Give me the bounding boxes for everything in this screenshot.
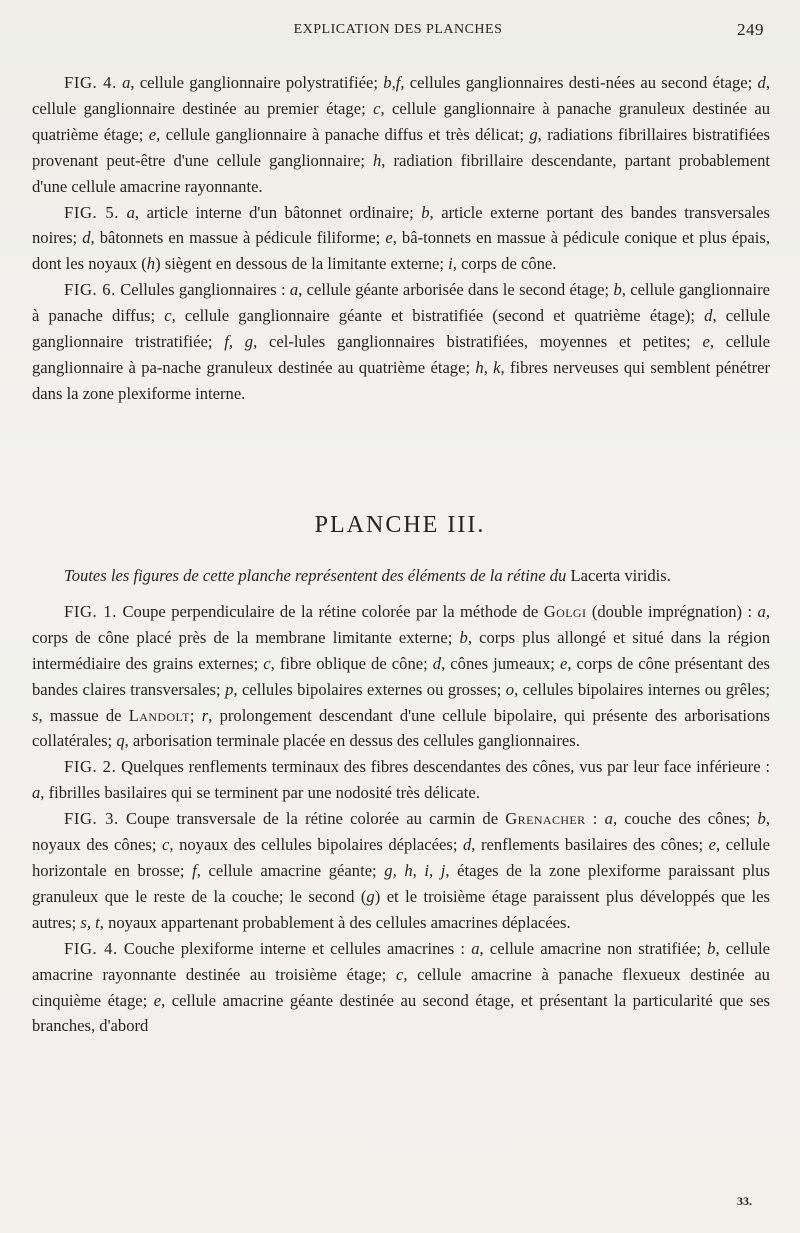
fig-text: Couche plexiforme interne et cellules amacrines : a, cellule amacrine non stratifiée; b, cellule amacrine rayonnante destinée au troisième étage; c, cellule amacrine à panache flexueux destinée au cinquième étage; e, cellule amacrine géante destinée au second étage, et présentant la particularité que ses branches, d'abord	[32, 938, 770, 1036]
fig-label: FIG. 1.	[64, 601, 117, 621]
italic-letter: a	[757, 601, 766, 621]
italic-letter: s, t	[80, 912, 100, 932]
plate2-fig5-paragraph	[32, 200, 770, 278]
italic-letter: g, h, i, j	[384, 860, 446, 880]
italic-letter: f, g	[224, 332, 254, 352]
running-title: EXPLICATION DES PLANCHES	[293, 22, 503, 37]
plate2-section	[32, 70, 770, 407]
italic-letter: c	[164, 306, 172, 326]
italic-letter: o	[505, 679, 515, 699]
fig-text: Coupe perpendiculaire de la rétine colorée par la méthode de Golgi (double imprégnation) : a, corps de cône placé près de la membrane limitante externe; b, corps plus allongé et situé dans la région intermédiaire des grains externes; c, fibre oblique de cône; d, cônes jumeaux; e, corps de cône présentant des bandes claires transversales; p, cellules bipolaires externes ou grosses; o, cellules bipolaires internes ou grêles; s, massue de Landolt; r, prolongement descendant d'une cellule bipolaire, qui présente des arborisations collatérales; q, arborisation terminale placée en dessus des cellules ganglionnaires.	[32, 601, 770, 751]
fig-label: FIG. 4.	[64, 73, 117, 92]
fig-label: FIG. 4.	[64, 938, 118, 958]
italic-letter: r	[201, 705, 209, 725]
italic-letter: s	[32, 705, 39, 725]
italic-letter: Toutes les figures de cette planche représentent des éléments de la rétine du	[64, 566, 567, 585]
plate3-fig3-paragraph	[32, 806, 770, 936]
italic-letter: c	[373, 98, 381, 118]
page-number: 249	[737, 20, 764, 39]
italic-letter: e	[702, 332, 710, 352]
italic-letter: a	[122, 73, 131, 92]
italic-letter: c	[162, 835, 170, 855]
signature-mark: 33.	[737, 1194, 752, 1208]
plate2-fig4-paragraph	[32, 70, 770, 200]
italic-letter: d	[432, 653, 442, 673]
italic-letter: d	[82, 228, 91, 248]
fig-label: FIG. 6.	[64, 280, 116, 300]
plate3-intro	[32, 563, 770, 589]
italic-letter: d	[757, 73, 766, 92]
author-name: Grenacher	[505, 809, 586, 829]
italic-letter: e	[385, 228, 393, 248]
italic-letter: a	[289, 280, 299, 300]
plate3-fig4-paragraph	[32, 936, 770, 1040]
italic-letter: g	[366, 886, 375, 906]
italic-letter: a	[471, 938, 480, 958]
italic-letter: a	[126, 202, 135, 222]
fig-label: FIG. 5.	[64, 202, 120, 222]
italic-letter: d	[704, 306, 713, 326]
author-name: Golgi	[543, 601, 587, 621]
italic-letter: a	[32, 783, 41, 803]
italic-letter: c	[263, 653, 271, 673]
plate3-fig2-paragraph	[32, 754, 770, 806]
italic-letter: b	[459, 627, 468, 647]
italic-letter: b	[757, 809, 766, 829]
author-name: Landolt	[128, 705, 190, 725]
italic-letter: h, k	[475, 357, 501, 377]
italic-letter: e	[148, 124, 157, 144]
italic-letter: a	[604, 809, 613, 829]
italic-letter: b	[707, 938, 716, 958]
fig-text: Cellules ganglionnaires : a, cellule géante arborisée dans le second étage; b, cellule ganglionnaire à panache diffus; c, cellule ganglionnaire géante et bistratifiée (second et quatrième étage); d, cellule ganglionnaire tristratifiée; f, g, cel-lules ganglionnaires bistratifiées, moyennes et petites; e, cellule ganglionnaire à pa-nache granuleux destinée au quatrième étage; h, k, fibres nerveuses qui semblent pénétrer dans la zone plexiforme interne.	[32, 280, 771, 403]
italic-letter: e	[153, 990, 162, 1010]
plate3-fig1-paragraph	[32, 599, 770, 754]
italic-letter: c	[395, 964, 404, 984]
fig-text: a, cellule ganglionnaire polystratifiée; b,f, cellules ganglionnaires desti-nées au second étage; d, cellule ganglionnaire destinée au premier étage; c, cellule ganglionnaire à panache granuleux destinée au quatrième étage; e, cellule ganglionnaire à panache diffus et très délicat; g, radiations fibrillaires bistratifiées provenant peut-être d'une cellule ganglionnaire; h, radiation fibrillaire descendante, partant probablement d'une cellule amacrine rayonnante.	[32, 73, 770, 196]
italic-letter: e	[708, 835, 717, 855]
italic-letter: p	[225, 679, 234, 699]
italic-letter: g	[529, 124, 538, 144]
plate3-section	[32, 563, 770, 1039]
italic-letter: i	[448, 254, 453, 274]
fig-label: FIG. 3.	[64, 809, 119, 829]
italic-letter: e	[559, 653, 568, 673]
italic-letter: d	[462, 835, 472, 855]
intro-text: Toutes les figures de cette planche représentent des éléments de la rétine du Lacerta viridis.	[64, 566, 671, 585]
fig-text: a, article interne d'un bâtonnet ordinaire; b, article externe portant des bandes transversales noires; d, bâtonnets en massue à pédicule filiforme; e, bâ-tonnets en massue à pédicule conique et plus épais, dont les noyaux (h) siègent en dessous de la limitante externe; i, corps de cône.	[32, 202, 770, 274]
italic-letter: h	[373, 150, 382, 170]
italic-letter: b,f	[383, 73, 401, 92]
italic-letter: b	[613, 280, 622, 300]
plate-heading: PLANCHE III.	[314, 512, 486, 538]
italic-letter: b	[421, 202, 430, 222]
fig-label: FIG. 2.	[64, 757, 117, 777]
italic-letter: q	[116, 731, 125, 751]
plate2-fig6-paragraph	[32, 277, 770, 407]
italic-letter: f	[192, 860, 197, 880]
fig-text: Coupe transversale de la rétine colorée au carmin de Grenacher : a, couche des cônes; b, noyaux des cônes; c, noyaux des cellules bipolaires déplacées; d, renflements basilaires des cônes; e, cellule horizontale en brosse; f, cellule amacrine géante; g, h, i, j, étages de la zone plexiforme paraissant plus granuleux que le reste de la couche; le second (g) et le troisième étage paraissent plus développés que les autres; s, t, noyaux appartenant probablement à des cellules amacrines déplacées.	[32, 809, 770, 932]
italic-letter: h	[146, 254, 156, 274]
running-header	[32, 22, 764, 44]
fig-text: Quelques renflements terminaux des fibres descendantes des cônes, vus par leur face inférieure : a, fibrilles basilaires qui se terminent par une nodosité très délicate.	[32, 757, 770, 803]
